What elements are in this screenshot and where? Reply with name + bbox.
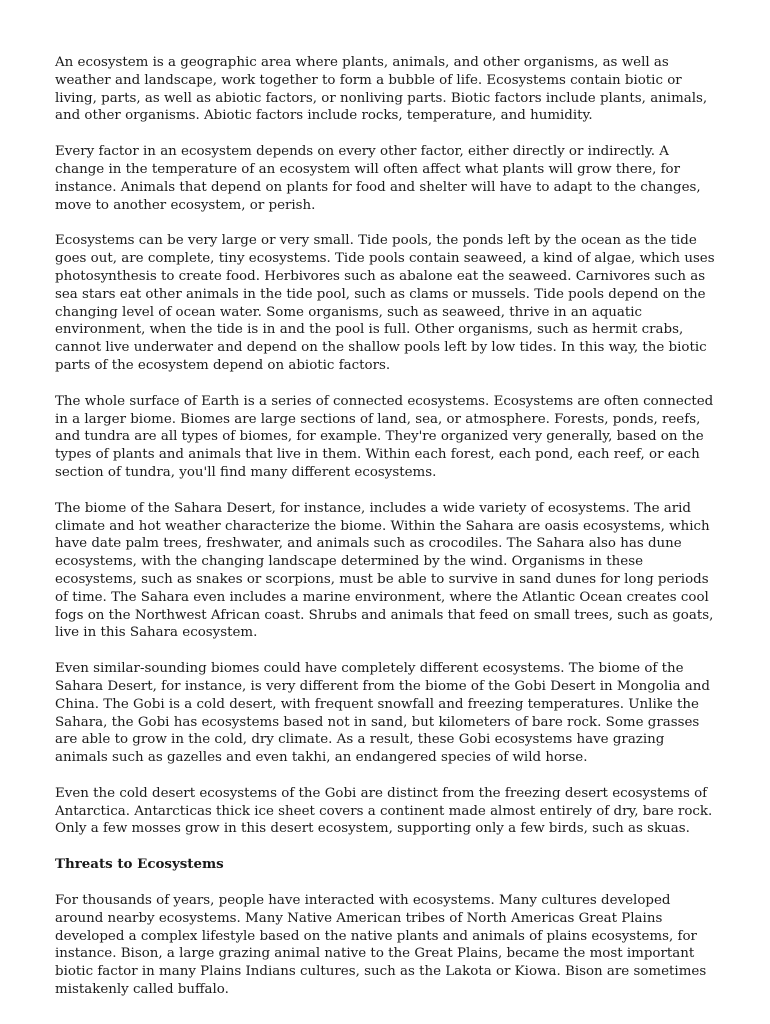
paragraph-human-interaction: For thousands of years, people have interacted with ecosystems. Many cultures developed around nearby ecosystems. Many Native American tribes of North Americas Great Plains developed a complex lifestyle based on the native plants and animals of plains ecosystems, for instance. Bison, a large grazing animal native to the Great Plains, became the most important biotic factor in many Plains Indians cultures, such as the Lakota or Kiowa. Bison are sometimes mistakenly called buffalo.	[55, 893, 707, 998]
paragraph-biomes: The whole surface of Earth is a series of connected ecosystems. Ecosystems are often connected in a larger biome. Biomes are large sections of land, sea, or atmosphere. Forests, ponds, reefs, and tundra are all types of biomes, for example. They're organized very generally, based on the types of plants and animals that live in them. Within each forest, each pond, each reef, or each section of tundra, you'll find many different ecosystems.	[55, 393, 714, 480]
paragraph-tide-pools: Ecosystems can be very large or very small. Tide pools, the ponds left by the ocean as the tide goes out, are complete, tiny ecosystems. Tide pools contain seaweed, a kind of algae, which uses photosynthesis to create food. Herbivores such as abalone eat the seaweed. Carnivores such as sea stars eat other animals in the tide pool, such as clams or mussels. Tide pools depend on the changing level of ocean water. Some organisms, such as seaweed, thrive in an aquatic environment, when the tide is in and the pool is full. Other organisms, such as hermit crabs, cannot live underwater and depend on the shallow pools left by low tides. In this way, the biotic parts of the ecosystem depend on abiotic factors.	[55, 233, 715, 373]
paragraph-ecosystem-definition: An ecosystem is a geographic area where plants, animals, and other organisms, as well as weather and landscape, work together to form a bubble of life. Ecosystems contain biotic or living, parts, as well as abiotic factors, or nonliving parts. Biotic factors include plants, animals, and other organisms. Abiotic factors include rocks, temperature, and humidity.	[55, 55, 708, 124]
paragraph-factor-dependence: Every factor in an ecosystem depends on every other factor, either directly or indirectly. A change in the temperature of an ecosystem will often affect what plants will grow there, for instance. Animals that depend on plants for food and shelter will have to adapt to the changes, move to another ecosystem, or perish.	[55, 144, 701, 213]
paragraph-sahara: The biome of the Sahara Desert, for instance, includes a wide variety of ecosystems. The arid climate and hot weather characterize the biome. Within the Sahara are oasis ecosystems, which have date palm trees, freshwater, and animals such as crocodiles. The Sahara also has dune ecosystems, with the changing landscape determined by the wind. Organisms in these ecosystems, such as snakes or scorpions, must be able to survive in sand dunes for long periods of time. The Sahara even includes a marine environment, where the Atlantic Ocean creates cool fogs on the Northwest African coast. Shrubs and animals that feed on small trees, such as goats, live in this Sahara ecosystem.	[55, 500, 714, 641]
paragraph-antarctica: Even the cold desert ecosystems of the Gobi are distinct from the freezing desert ecosystems of Antarctica. Antarcticas thick ice sheet covers a continent made almost entirely of dry, bare rock. Only a few mosses grow in this desert ecosystem, supporting only a few birds, such as skuas.	[55, 785, 713, 837]
document-page	[55, 54, 720, 1017]
section-heading: Threats to Ecosystems	[55, 856, 224, 873]
paragraph-gobi: Even similar-sounding biomes could have completely different ecosystems. The biome of the Sahara Desert, for instance, is very different from the biome of the Gobi Desert in Mongolia and China. The Gobi is a cold desert, with frequent snowfall and freezing temperatures. Unlike the Sahara, the Gobi has ecosystems based not in sand, but kilometers of bare rock. Some grasses are able to grow in the cold, dry climate. As a result, these Gobi ecosystems have grazing animals such as gazelles and even takhi, an endangered species of wild horse.	[55, 661, 710, 766]
